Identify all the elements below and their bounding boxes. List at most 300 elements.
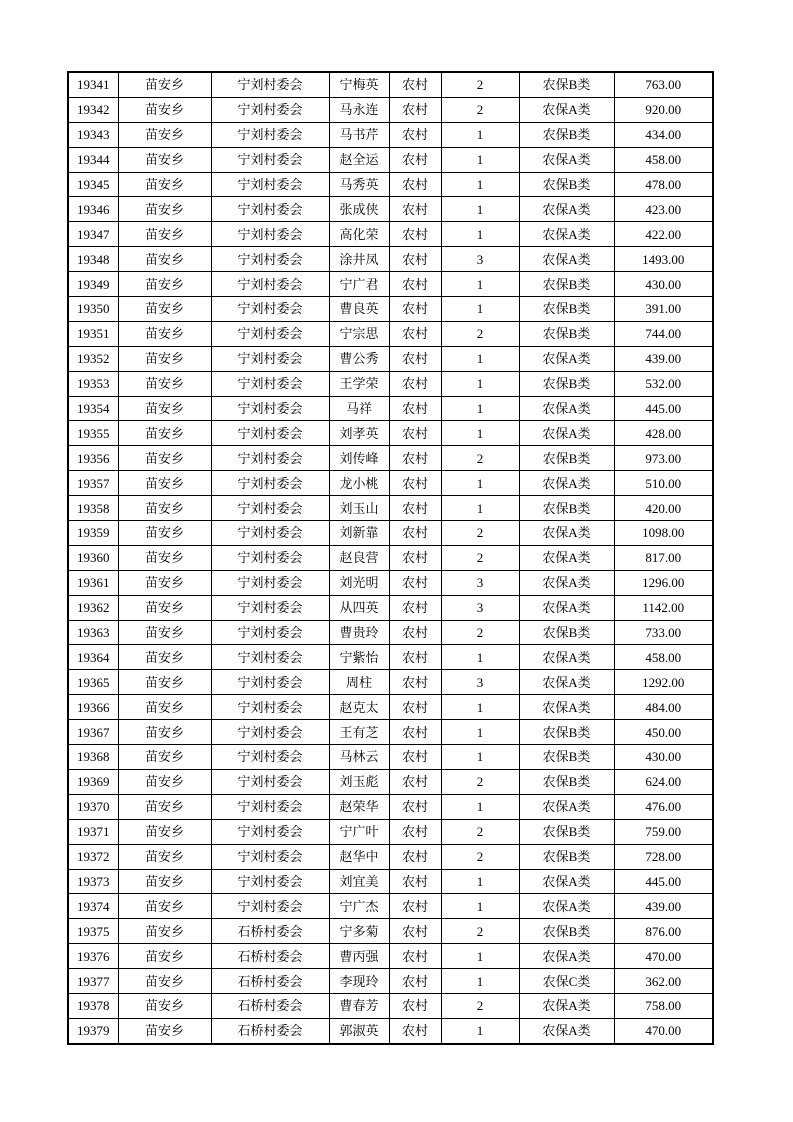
cell-serial-number: 19345 (68, 172, 118, 197)
cell-amount: 758.00 (614, 993, 713, 1018)
cell-residence-type: 农村 (389, 894, 441, 919)
cell-person-name: 马祥 (329, 396, 389, 421)
cell-township: 苗安乡 (118, 769, 211, 794)
cell-person-count: 1 (441, 272, 519, 297)
cell-village-committee: 宁刘村委会 (211, 446, 329, 471)
cell-person-name: 宁多菊 (329, 919, 389, 944)
cell-person-name: 刘玉彪 (329, 769, 389, 794)
cell-township: 苗安乡 (118, 72, 211, 97)
table-row (68, 197, 713, 222)
table-row (68, 72, 713, 97)
cell-residence-type: 农村 (389, 72, 441, 97)
cell-village-committee: 石桥村委会 (211, 919, 329, 944)
cell-person-count: 1 (441, 371, 519, 396)
cell-village-committee: 宁刘村委会 (211, 695, 329, 720)
cell-township: 苗安乡 (118, 396, 211, 421)
cell-insurance-category: 农保B类 (519, 720, 614, 745)
cell-serial-number: 19377 (68, 969, 118, 994)
cell-village-committee: 宁刘村委会 (211, 172, 329, 197)
cell-person-count: 1 (441, 944, 519, 969)
cell-insurance-category: 农保B类 (519, 72, 614, 97)
cell-residence-type: 农村 (389, 197, 441, 222)
cell-residence-type: 农村 (389, 421, 441, 446)
cell-township: 苗安乡 (118, 894, 211, 919)
cell-serial-number: 19374 (68, 894, 118, 919)
cell-township: 苗安乡 (118, 993, 211, 1018)
cell-person-name: 马书芹 (329, 122, 389, 147)
cell-person-count: 1 (441, 869, 519, 894)
cell-person-count: 1 (441, 745, 519, 770)
cell-person-name: 赵克太 (329, 695, 389, 720)
cell-person-name: 从四英 (329, 595, 389, 620)
cell-person-count: 1 (441, 147, 519, 172)
cell-township: 苗安乡 (118, 371, 211, 396)
cell-serial-number: 19347 (68, 222, 118, 247)
cell-insurance-category: 农保C类 (519, 969, 614, 994)
table-row (68, 745, 713, 770)
cell-person-name: 刘玉山 (329, 496, 389, 521)
cell-serial-number: 19363 (68, 620, 118, 645)
cell-person-count: 3 (441, 570, 519, 595)
cell-residence-type: 农村 (389, 794, 441, 819)
table-row (68, 222, 713, 247)
cell-serial-number: 19353 (68, 371, 118, 396)
cell-township: 苗安乡 (118, 695, 211, 720)
cell-insurance-category: 农保B类 (519, 620, 614, 645)
cell-amount: 763.00 (614, 72, 713, 97)
cell-village-committee: 宁刘村委会 (211, 720, 329, 745)
cell-person-count: 2 (441, 521, 519, 546)
cell-township: 苗安乡 (118, 247, 211, 272)
table-row (68, 695, 713, 720)
table-row (68, 496, 713, 521)
cell-person-name: 周柱 (329, 670, 389, 695)
table-row (68, 471, 713, 496)
cell-person-name: 龙小桃 (329, 471, 389, 496)
cell-amount: 439.00 (614, 346, 713, 371)
cell-amount: 1098.00 (614, 521, 713, 546)
cell-township: 苗安乡 (118, 471, 211, 496)
table-row (68, 993, 713, 1018)
table-body (68, 72, 713, 1044)
cell-person-name: 刘新靠 (329, 521, 389, 546)
cell-insurance-category: 农保B类 (519, 745, 614, 770)
cell-village-committee: 宁刘村委会 (211, 272, 329, 297)
cell-serial-number: 19348 (68, 247, 118, 272)
cell-person-count: 1 (441, 794, 519, 819)
cell-residence-type: 农村 (389, 371, 441, 396)
cell-amount: 434.00 (614, 122, 713, 147)
cell-insurance-category: 农保A类 (519, 222, 614, 247)
cell-person-count: 3 (441, 670, 519, 695)
cell-person-count: 1 (441, 122, 519, 147)
cell-serial-number: 19350 (68, 297, 118, 322)
cell-amount: 920.00 (614, 97, 713, 122)
cell-amount: 532.00 (614, 371, 713, 396)
cell-insurance-category: 农保A类 (519, 670, 614, 695)
cell-township: 苗安乡 (118, 620, 211, 645)
cell-serial-number: 19346 (68, 197, 118, 222)
table-row (68, 919, 713, 944)
cell-amount: 1142.00 (614, 595, 713, 620)
table-row (68, 645, 713, 670)
cell-person-name: 王学荣 (329, 371, 389, 396)
cell-residence-type: 农村 (389, 869, 441, 894)
cell-residence-type: 农村 (389, 769, 441, 794)
cell-person-count: 2 (441, 819, 519, 844)
cell-amount: 445.00 (614, 869, 713, 894)
cell-village-committee: 宁刘村委会 (211, 122, 329, 147)
cell-amount: 439.00 (614, 894, 713, 919)
cell-serial-number: 19365 (68, 670, 118, 695)
cell-insurance-category: 农保A类 (519, 421, 614, 446)
insurance-roster-table (67, 71, 714, 1045)
cell-insurance-category: 农保B类 (519, 371, 614, 396)
cell-serial-number: 19357 (68, 471, 118, 496)
cell-village-committee: 宁刘村委会 (211, 346, 329, 371)
cell-insurance-category: 农保B类 (519, 819, 614, 844)
cell-village-committee: 石桥村委会 (211, 944, 329, 969)
cell-township: 苗安乡 (118, 97, 211, 122)
cell-village-committee: 石桥村委会 (211, 993, 329, 1018)
cell-insurance-category: 农保A类 (519, 944, 614, 969)
cell-residence-type: 农村 (389, 545, 441, 570)
cell-township: 苗安乡 (118, 844, 211, 869)
cell-amount: 458.00 (614, 147, 713, 172)
cell-residence-type: 农村 (389, 969, 441, 994)
cell-person-name: 王有芝 (329, 720, 389, 745)
cell-township: 苗安乡 (118, 172, 211, 197)
cell-serial-number: 19341 (68, 72, 118, 97)
cell-insurance-category: 农保A类 (519, 147, 614, 172)
cell-person-count: 1 (441, 720, 519, 745)
cell-residence-type: 农村 (389, 944, 441, 969)
cell-person-count: 2 (441, 97, 519, 122)
cell-person-count: 1 (441, 222, 519, 247)
cell-village-committee: 宁刘村委会 (211, 670, 329, 695)
cell-township: 苗安乡 (118, 720, 211, 745)
cell-insurance-category: 农保B类 (519, 122, 614, 147)
cell-amount: 478.00 (614, 172, 713, 197)
cell-person-name: 郭淑英 (329, 1018, 389, 1043)
cell-amount: 430.00 (614, 745, 713, 770)
cell-township: 苗安乡 (118, 670, 211, 695)
cell-village-committee: 宁刘村委会 (211, 421, 329, 446)
cell-township: 苗安乡 (118, 969, 211, 994)
cell-person-name: 李现玲 (329, 969, 389, 994)
cell-insurance-category: 农保A类 (519, 1018, 614, 1043)
table-row (68, 894, 713, 919)
cell-amount: 470.00 (614, 1018, 713, 1043)
cell-township: 苗安乡 (118, 919, 211, 944)
cell-insurance-category: 农保A类 (519, 595, 614, 620)
cell-serial-number: 19367 (68, 720, 118, 745)
cell-insurance-category: 农保B类 (519, 172, 614, 197)
cell-village-committee: 宁刘村委会 (211, 197, 329, 222)
table-row (68, 521, 713, 546)
cell-insurance-category: 农保B类 (519, 321, 614, 346)
cell-person-name: 刘光明 (329, 570, 389, 595)
cell-person-name: 曹贵玲 (329, 620, 389, 645)
cell-person-name: 宁广君 (329, 272, 389, 297)
cell-insurance-category: 农保A类 (519, 396, 614, 421)
table-row (68, 620, 713, 645)
cell-amount: 458.00 (614, 645, 713, 670)
cell-village-committee: 宁刘村委会 (211, 471, 329, 496)
cell-residence-type: 农村 (389, 521, 441, 546)
cell-person-count: 3 (441, 595, 519, 620)
cell-person-name: 宁宗思 (329, 321, 389, 346)
table-row (68, 969, 713, 994)
cell-person-count: 2 (441, 545, 519, 570)
cell-residence-type: 农村 (389, 844, 441, 869)
cell-township: 苗安乡 (118, 521, 211, 546)
cell-person-count: 1 (441, 695, 519, 720)
cell-insurance-category: 农保A类 (519, 247, 614, 272)
cell-residence-type: 农村 (389, 272, 441, 297)
cell-amount: 624.00 (614, 769, 713, 794)
cell-insurance-category: 农保A类 (519, 545, 614, 570)
table-row (68, 869, 713, 894)
cell-village-committee: 宁刘村委会 (211, 247, 329, 272)
table-row (68, 371, 713, 396)
cell-amount: 428.00 (614, 421, 713, 446)
cell-amount: 362.00 (614, 969, 713, 994)
cell-person-name: 刘传峰 (329, 446, 389, 471)
table-row (68, 570, 713, 595)
cell-person-count: 1 (441, 645, 519, 670)
cell-township: 苗安乡 (118, 545, 211, 570)
cell-insurance-category: 农保A类 (519, 869, 614, 894)
cell-village-committee: 宁刘村委会 (211, 371, 329, 396)
cell-insurance-category: 农保B类 (519, 496, 614, 521)
cell-residence-type: 农村 (389, 745, 441, 770)
cell-village-committee: 宁刘村委会 (211, 147, 329, 172)
cell-amount: 510.00 (614, 471, 713, 496)
cell-village-committee: 宁刘村委会 (211, 545, 329, 570)
cell-village-committee: 宁刘村委会 (211, 595, 329, 620)
cell-amount: 973.00 (614, 446, 713, 471)
cell-serial-number: 19364 (68, 645, 118, 670)
cell-insurance-category: 农保A类 (519, 521, 614, 546)
cell-serial-number: 19358 (68, 496, 118, 521)
cell-person-count: 1 (441, 172, 519, 197)
cell-person-name: 曹公秀 (329, 346, 389, 371)
cell-village-committee: 宁刘村委会 (211, 297, 329, 322)
table-row (68, 670, 713, 695)
cell-insurance-category: 农保A类 (519, 97, 614, 122)
cell-person-count: 1 (441, 969, 519, 994)
cell-amount: 744.00 (614, 321, 713, 346)
table-row (68, 844, 713, 869)
cell-township: 苗安乡 (118, 869, 211, 894)
cell-person-name: 刘孝英 (329, 421, 389, 446)
table-row (68, 446, 713, 471)
cell-person-count: 2 (441, 72, 519, 97)
table-row (68, 297, 713, 322)
cell-serial-number: 19362 (68, 595, 118, 620)
cell-village-committee: 宁刘村委会 (211, 645, 329, 670)
cell-residence-type: 农村 (389, 695, 441, 720)
cell-person-name: 曹丙强 (329, 944, 389, 969)
cell-amount: 876.00 (614, 919, 713, 944)
cell-insurance-category: 农保A类 (519, 471, 614, 496)
cell-township: 苗安乡 (118, 446, 211, 471)
cell-township: 苗安乡 (118, 570, 211, 595)
cell-village-committee: 宁刘村委会 (211, 869, 329, 894)
cell-serial-number: 19355 (68, 421, 118, 446)
cell-person-count: 1 (441, 396, 519, 421)
cell-person-name: 宁广杰 (329, 894, 389, 919)
cell-amount: 484.00 (614, 695, 713, 720)
cell-residence-type: 农村 (389, 297, 441, 322)
table-row (68, 272, 713, 297)
cell-township: 苗安乡 (118, 321, 211, 346)
cell-person-name: 赵荣华 (329, 794, 389, 819)
cell-serial-number: 19371 (68, 819, 118, 844)
cell-village-committee: 宁刘村委会 (211, 894, 329, 919)
cell-village-committee: 宁刘村委会 (211, 222, 329, 247)
cell-person-name: 马林云 (329, 745, 389, 770)
cell-serial-number: 19376 (68, 944, 118, 969)
cell-person-name: 宁紫怡 (329, 645, 389, 670)
cell-residence-type: 农村 (389, 670, 441, 695)
cell-amount: 430.00 (614, 272, 713, 297)
cell-township: 苗安乡 (118, 745, 211, 770)
cell-residence-type: 农村 (389, 919, 441, 944)
cell-township: 苗安乡 (118, 147, 211, 172)
cell-person-count: 2 (441, 446, 519, 471)
cell-person-count: 1 (441, 297, 519, 322)
cell-township: 苗安乡 (118, 595, 211, 620)
table-row (68, 346, 713, 371)
cell-serial-number: 19352 (68, 346, 118, 371)
cell-person-count: 1 (441, 496, 519, 521)
table-row (68, 247, 713, 272)
cell-village-committee: 石桥村委会 (211, 969, 329, 994)
cell-serial-number: 19369 (68, 769, 118, 794)
cell-residence-type: 农村 (389, 122, 441, 147)
cell-person-count: 3 (441, 247, 519, 272)
cell-insurance-category: 农保A类 (519, 197, 614, 222)
cell-residence-type: 农村 (389, 446, 441, 471)
cell-village-committee: 宁刘村委会 (211, 769, 329, 794)
cell-township: 苗安乡 (118, 222, 211, 247)
table-row (68, 720, 713, 745)
table-row (68, 769, 713, 794)
cell-serial-number: 19359 (68, 521, 118, 546)
cell-serial-number: 19356 (68, 446, 118, 471)
cell-residence-type: 农村 (389, 222, 441, 247)
cell-insurance-category: 农保A类 (519, 695, 614, 720)
cell-township: 苗安乡 (118, 197, 211, 222)
cell-serial-number: 19378 (68, 993, 118, 1018)
cell-insurance-category: 农保A类 (519, 570, 614, 595)
cell-residence-type: 农村 (389, 396, 441, 421)
table-row (68, 595, 713, 620)
table-row (68, 421, 713, 446)
cell-person-name: 马秀英 (329, 172, 389, 197)
cell-insurance-category: 农保B类 (519, 446, 614, 471)
cell-village-committee: 宁刘村委会 (211, 396, 329, 421)
cell-person-count: 1 (441, 421, 519, 446)
cell-township: 苗安乡 (118, 944, 211, 969)
cell-serial-number: 19379 (68, 1018, 118, 1043)
cell-person-name: 宁梅英 (329, 72, 389, 97)
cell-serial-number: 19354 (68, 396, 118, 421)
cell-village-committee: 宁刘村委会 (211, 794, 329, 819)
cell-person-count: 1 (441, 471, 519, 496)
cell-serial-number: 19366 (68, 695, 118, 720)
cell-residence-type: 农村 (389, 97, 441, 122)
cell-person-count: 2 (441, 620, 519, 645)
cell-person-count: 1 (441, 894, 519, 919)
table-row (68, 122, 713, 147)
cell-residence-type: 农村 (389, 471, 441, 496)
cell-insurance-category: 农保A类 (519, 346, 614, 371)
cell-amount: 1296.00 (614, 570, 713, 595)
cell-amount: 391.00 (614, 297, 713, 322)
cell-township: 苗安乡 (118, 297, 211, 322)
cell-village-committee: 宁刘村委会 (211, 745, 329, 770)
cell-residence-type: 农村 (389, 172, 441, 197)
cell-residence-type: 农村 (389, 720, 441, 745)
cell-person-name: 高化荣 (329, 222, 389, 247)
cell-serial-number: 19375 (68, 919, 118, 944)
cell-person-name: 赵良营 (329, 545, 389, 570)
cell-residence-type: 农村 (389, 147, 441, 172)
cell-residence-type: 农村 (389, 993, 441, 1018)
cell-insurance-category: 农保A类 (519, 993, 614, 1018)
cell-amount: 450.00 (614, 720, 713, 745)
cell-village-committee: 宁刘村委会 (211, 620, 329, 645)
cell-person-name: 曹春芳 (329, 993, 389, 1018)
cell-residence-type: 农村 (389, 595, 441, 620)
cell-person-name: 宁广叶 (329, 819, 389, 844)
cell-village-committee: 宁刘村委会 (211, 97, 329, 122)
cell-amount: 817.00 (614, 545, 713, 570)
cell-residence-type: 农村 (389, 321, 441, 346)
cell-amount: 733.00 (614, 620, 713, 645)
cell-amount: 728.00 (614, 844, 713, 869)
cell-township: 苗安乡 (118, 272, 211, 297)
cell-insurance-category: 农保A类 (519, 794, 614, 819)
cell-amount: 759.00 (614, 819, 713, 844)
cell-person-name: 涂井凤 (329, 247, 389, 272)
cell-township: 苗安乡 (118, 645, 211, 670)
cell-village-committee: 宁刘村委会 (211, 521, 329, 546)
table-row (68, 819, 713, 844)
cell-person-count: 2 (441, 769, 519, 794)
cell-amount: 422.00 (614, 222, 713, 247)
cell-amount: 420.00 (614, 496, 713, 521)
cell-person-count: 1 (441, 197, 519, 222)
cell-amount: 470.00 (614, 944, 713, 969)
cell-residence-type: 农村 (389, 1018, 441, 1043)
cell-village-committee: 宁刘村委会 (211, 844, 329, 869)
cell-residence-type: 农村 (389, 620, 441, 645)
cell-township: 苗安乡 (118, 819, 211, 844)
cell-serial-number: 19351 (68, 321, 118, 346)
cell-amount: 423.00 (614, 197, 713, 222)
cell-amount: 476.00 (614, 794, 713, 819)
cell-village-committee: 宁刘村委会 (211, 321, 329, 346)
cell-village-committee: 宁刘村委会 (211, 570, 329, 595)
cell-township: 苗安乡 (118, 794, 211, 819)
table-row (68, 396, 713, 421)
table-row (68, 1018, 713, 1043)
cell-residence-type: 农村 (389, 819, 441, 844)
